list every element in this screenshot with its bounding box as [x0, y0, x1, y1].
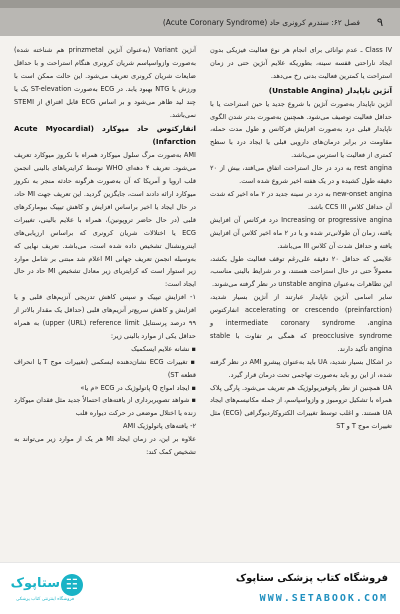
paragraph: در اشکال بسیار شدید، UA باید به‌عنوان پیشرو AMI در نظر گرفته شده، از این رو باید به‌صورت تهاجمی تحت درمان قرار گیرد. [210, 357, 392, 379]
paragraph: ▪ شواهد تصویربرداری از یافته‌های احتمالاً جدید مثل فقدان میوکارد زنده یا اختلال موضعی در حرکت دیواره قلب [14, 396, 196, 418]
left-text-column [14, 44, 196, 459]
paragraph: ▪ ایجاد امواج Q پاتولوژیک در ECG «م یا» [80, 383, 196, 392]
paragraph: ▪ نشانه علایم ایسکمیک [131, 344, 196, 353]
paragraph: new-onset angina به درد در سینه جدید در ۲ ماه اخیر که شدت آن حداقل کلاس CCS III باشد. [210, 189, 392, 211]
paragraph: ۱- افزایش تیپیک و سپس کاهش تدریجی آنزیم‌های قلبی و یا افزایش و کاهش سریع‌تر آنزیم‌های قلبی (حداقل یک مقدار بالاتر از ۹۹ درصد پرسنتایل upper (URL) reference limit) به همراه حداقل یکی از موارد بالینی زیر: [14, 293, 196, 340]
page-header [0, 8, 400, 36]
store-url-link[interactable]: WWW.SETABOOK.COM [259, 593, 388, 604]
page-top-shadow [0, 0, 400, 8]
paragraph: آنژین ناپایدار به‌صورت آنژین با شروع جدید یا حین استراحت یا با حداقل فعالیت توصیف می‌شود. همچنین به‌صورت بدتر شدن الگوی ناپایدار قبلی درد به‌صورت افزایش فرکانس و طول مدت حمله، مقاومت در برابر درمان‌های دارویی قبلی یا ایجاد درد با سطح کمتری از فعالیت یا استرس می‌باشد. [210, 99, 392, 160]
section-heading: انفارکتوس حاد میوکارد (Acute Myocardial Infarction) [14, 124, 196, 147]
section-heading: آنژین ناپایدار (Unstable Angina) [268, 85, 392, 95]
paragraph: ۲- یافته‌های پاتولوژیک AMI [123, 422, 196, 431]
logo-text: ستاپوک [10, 576, 60, 591]
store-name: فروشگاه کتاب پزشکی ستاپوک [235, 573, 388, 584]
paragraph: علایمی که حداقل ۲۰ دقیقه علی‌رغم توقف فعالیت طول بکشد، معمولاً حتی در حال استراحت هستند، و در شرایط بالینی مناسب، این تظاهرات به‌عنوان unstable angina در نظر گرفته می‌شوند. [210, 254, 392, 289]
paragraph: آنژین Variant (به‌عنوان آنژین prinzmetal هم شناخته شده) به‌صورت وازواسپاسم شریان کرونری هنگام استراحت و با حداقل ضایعات شریان کرونری تعریف می‌شود. این حالت ممکن است با ورزش یا NTG بهبود یابد. در ECG به‌صورت ST-elevation یک یا چند لید ظاهر می‌شود و بر اساس ECG قابل افتراق از STEMI نمی‌باشد. [14, 46, 197, 119]
chapter-title: فصل ۶۲: سندرم کرونری حاد (Acute Coronary Syndrome) [162, 17, 360, 27]
store-footer [0, 562, 400, 614]
page-number: ۹ [376, 15, 384, 29]
paragraph: ▪ تغییرات ECG نشان‌دهنده ایسکمی (تغییرات موج T یا انحراف قطعه ST) [14, 357, 197, 379]
book-icon: ☷ [61, 574, 83, 596]
paragraph: علاوه بر این، در زمان ایجاد MI هر یک از موارد زیر می‌تواند به تشخیص کمک کند: [14, 435, 196, 457]
paragraph: UA همچنین از نظر پاتوفیزیولوژیک هم تعریف می‌شود. پارگی پلاک همراه با تشکیل ترومبوز و وازواسپاسم، از جمله مکانیسم‌های ایجاد UA هستند. و اغلب توسط تغییرات الکتروکاردیوگرافی (ECG) مثل تغییرات موج T و ST [210, 383, 393, 431]
paragraph: سایر اسامی آنژین ناپایدار عبارتند از آنژین بسیار شدید، accelerating or crescendo (preinfarction) انفارکتوس intermediate coronary syndrome ،angina و preocclusive syndrome که همگی بر تفاوت با stable angina تأکید دارند. [210, 293, 392, 353]
setabook-logo[interactable] [6, 572, 86, 606]
logo-tagline: فروشگاه اینترنتی کتاب پزشکی [16, 597, 74, 602]
paragraph: Increasing or progressive angina درد فرکانس آن افزایش یافته، زمان آن طولانی‌تر شده و یا در ۲ ماه اخیر کلاس آن افزایش یافته و حداقل شدت آن کلاس III می‌باشد. [210, 215, 393, 250]
paragraph: rest angina به درد در حال استراحت اتفاق می‌افتد، بیش از ۲۰ دقیقه طول کشیده و در یک هفته اخیر شروع شده است. [210, 164, 393, 186]
right-text-column [210, 44, 392, 433]
paragraph: Class IV ـ عدم توانائی برای انجام هر نوع فعالیت فیزیکی بدون ایجاد ناراحتی قفسه سینه، بطوریکه علایم آنژین حتی در زمان استراحت یا کمترین فعالیت بدنی رخ می‌دهد. [210, 46, 392, 80]
paragraph: AMI به‌صورت مرگ سلول میوکارد همراه با نکروز میوکارد تعریف می‌شود. تعریف ۴ دهه‌ای WHO توسط کرایتریاهای بالینی انجمن قلب اروپا و آمریکا که آن به‌صورت هرگونه حادثه منجر به نکروز میوکارد ارائه دادند است، جایگزین گردید. این تعریف جهت MI حاد، در حال ایجاد یا اخیر براساس افزایش و کاهش تیپیک بیومارکرهای قلبی (در حال حاضر تروپونین)، همراه با علایم بالینی، تغییرات ECG یا اختلالات شریان کرونری که براساس ارزیابی‌های اینترونشنال تشخیص داده شده است، می‌باشد. تعریف نهایی که به‌وسیله انجمن تعریف جهانی MI اعلام شد مبتنی بر شامل موارد زیر استوار است که کرایتریای زیر معادل تشخیص MI حاد در حال ایجاد است: [14, 151, 197, 289]
